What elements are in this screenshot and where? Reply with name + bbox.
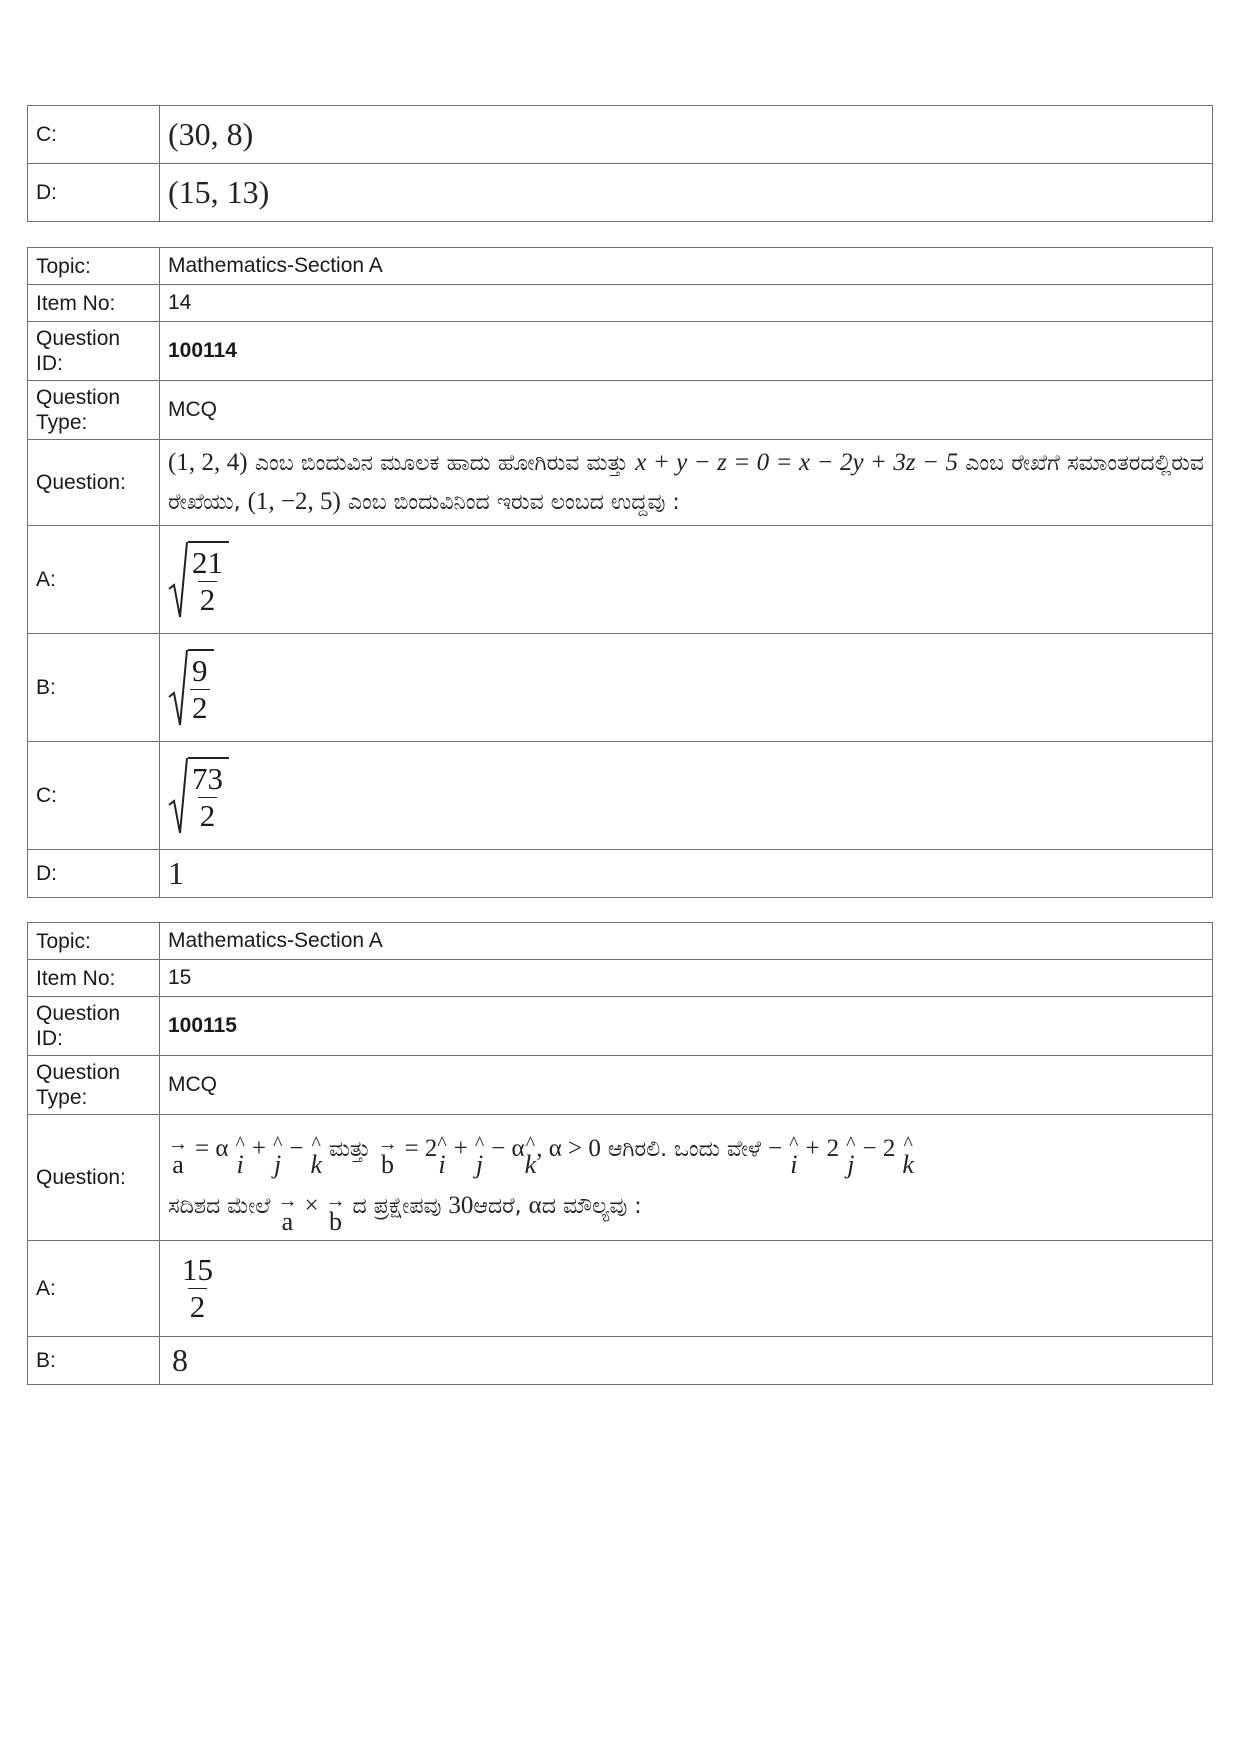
sqrt-expression [168, 757, 229, 835]
unit-vector-i: ^ i [437, 1132, 447, 1179]
plane-equations: x + y − z = 0 = x − 2y + 3z − 5 [635, 448, 958, 476]
option-row-b [28, 634, 1213, 742]
item-no-row [28, 285, 1213, 322]
option-row-b [28, 1337, 1213, 1385]
math-text: 30 [448, 1191, 474, 1219]
option-b-math: 8 [172, 1342, 188, 1378]
question-type-value: MCQ [160, 381, 1213, 440]
option-value [160, 106, 1213, 164]
topic-value: Mathematics-Section A [160, 248, 1213, 285]
question-text-block [168, 444, 1204, 522]
option-c-math: (30, 8) [168, 116, 254, 152]
math-text: = 2 [404, 1134, 438, 1162]
option-row-c [28, 742, 1213, 850]
option-d-math: (15, 13) [168, 174, 270, 210]
point-2: (1, −2, 5) [247, 487, 341, 515]
question-id-label: Question ID: [28, 322, 160, 381]
option-label: D: [28, 164, 160, 222]
option-value [160, 164, 1213, 222]
sqrt-expression [168, 541, 229, 619]
topic-row [28, 923, 1213, 960]
question-id-value: 100114 [160, 322, 1213, 381]
question-label: Question: [28, 1115, 160, 1241]
unit-vector-i: ^ i [235, 1132, 245, 1179]
fraction-numerator: 9 [192, 652, 208, 688]
question-row [28, 440, 1213, 526]
question-id-value: 100115 [160, 997, 1213, 1056]
point-1: (1, 2, 4) [168, 448, 248, 476]
question-15-table [27, 922, 1213, 1385]
topic-row [28, 248, 1213, 285]
question-id-row [28, 997, 1213, 1056]
item-no-value: 15 [160, 960, 1213, 997]
unit-vector-k: ^ k [524, 1132, 537, 1179]
question-text-part: ಆಗಿರಲಿ. ಒಂದು ವೇಳೆ [607, 1136, 761, 1162]
math-text: , α > 0 [536, 1134, 601, 1162]
unit-vector-j: ^ j [272, 1132, 283, 1179]
option-value [160, 850, 1213, 898]
option-value [160, 1241, 1213, 1337]
fraction [180, 1252, 215, 1325]
question-text-part: ಮತ್ತು [329, 1136, 371, 1162]
question-text-part: ಆದರೆ, [473, 1193, 522, 1219]
vector-a: → a [168, 1132, 188, 1179]
math-text: = α [195, 1134, 229, 1162]
question-text-part: ಸದಿಶದ ಮೇಲೆ [168, 1193, 271, 1219]
fraction-denominator: 2 [189, 1289, 206, 1324]
question-text [160, 440, 1213, 526]
option-d-math: 1 [168, 855, 184, 891]
option-label: A: [28, 1241, 160, 1337]
question-text-part: ದ ಪ್ರಕ್ಷೇಪವು [352, 1193, 442, 1219]
question-14-table [27, 247, 1213, 898]
question-type-row [28, 381, 1213, 440]
math-text: − [289, 1134, 304, 1162]
fraction-denominator: 2 [199, 581, 216, 617]
math-text: 2 [826, 1134, 840, 1162]
question-id-row [28, 322, 1213, 381]
radical-sign-icon [168, 541, 188, 619]
option-label: C: [28, 106, 160, 164]
topic-label: Topic: [28, 923, 160, 960]
question-type-label: Question Type: [28, 1056, 160, 1115]
option-label: C: [28, 742, 160, 850]
math-text: − α [491, 1134, 525, 1162]
fraction-denominator: 2 [192, 689, 208, 725]
math-text: α [528, 1191, 542, 1219]
unit-vector-j: ^ j [846, 1132, 856, 1179]
question-label: Question: [28, 440, 160, 526]
question-type-label: Question Type: [28, 381, 160, 440]
option-row-a [28, 526, 1213, 634]
option-label: B: [28, 1337, 160, 1385]
question-text-block [168, 1121, 1204, 1235]
question-id-label: Question ID: [28, 997, 160, 1056]
question-text-part: ಎಂಬ ರೇಖೆಗೆ ಸಮಾಂತರದಲ್ಲಿರುವ ರೇಖೆಯು, [168, 450, 1204, 515]
fraction-numerator: 73 [192, 760, 223, 796]
math-text: + [805, 1134, 820, 1162]
radical-sign-icon [168, 757, 188, 835]
option-label: A: [28, 526, 160, 634]
option-row-d [28, 850, 1213, 898]
math-text: + [453, 1134, 468, 1162]
previous-question-options-table [27, 105, 1213, 222]
sqrt-expression [168, 649, 214, 727]
unit-vector-j: ^ j [474, 1132, 485, 1179]
option-label: D: [28, 850, 160, 898]
vector-b: → b [377, 1132, 398, 1179]
math-text: − 2 [862, 1134, 896, 1162]
question-row [28, 1115, 1213, 1241]
question-type-value: MCQ [160, 1056, 1213, 1115]
fraction-numerator: 21 [192, 544, 223, 580]
topic-label: Topic: [28, 248, 160, 285]
vector-b: → b [325, 1189, 346, 1236]
item-no-label: Item No: [28, 285, 160, 322]
option-label: B: [28, 634, 160, 742]
item-no-value: 14 [160, 285, 1213, 322]
topic-value: Mathematics-Section A [160, 923, 1213, 960]
radical-sign-icon [168, 649, 188, 727]
option-row-d [28, 164, 1213, 222]
question-text [160, 1115, 1213, 1241]
math-text: + [251, 1134, 266, 1162]
option-value [160, 1337, 1213, 1385]
question-type-row [28, 1056, 1213, 1115]
question-text-part: ಎಂಬ ಬಿಂದುವಿನಿಂದ ಇರುವ ಲಂಬದ ಉದ್ದವು : [340, 489, 680, 515]
option-row-a [28, 1241, 1213, 1337]
unit-vector-k: ^ k [902, 1132, 914, 1179]
item-no-row [28, 960, 1213, 997]
unit-vector-i: ^ i [789, 1132, 799, 1179]
option-value [160, 634, 1213, 742]
unit-vector-k: ^ k [310, 1132, 322, 1179]
math-text: − [768, 1134, 783, 1162]
item-no-label: Item No: [28, 960, 160, 997]
option-row-c [28, 106, 1213, 164]
fraction-numerator: 15 [182, 1252, 213, 1287]
math-text: × [304, 1191, 319, 1219]
option-value [160, 742, 1213, 850]
fraction-denominator: 2 [199, 797, 216, 833]
question-text-part: ದ ಮೌಲ್ಯವು : [541, 1193, 642, 1219]
vector-a: → a [277, 1189, 298, 1236]
question-text-part: ಎಂಬ ಬಿಂದುವಿನ ಮೂಲಕ ಹಾದು ಹೋಗಿರುವ ಮತ್ತು [247, 450, 636, 476]
option-value [160, 526, 1213, 634]
